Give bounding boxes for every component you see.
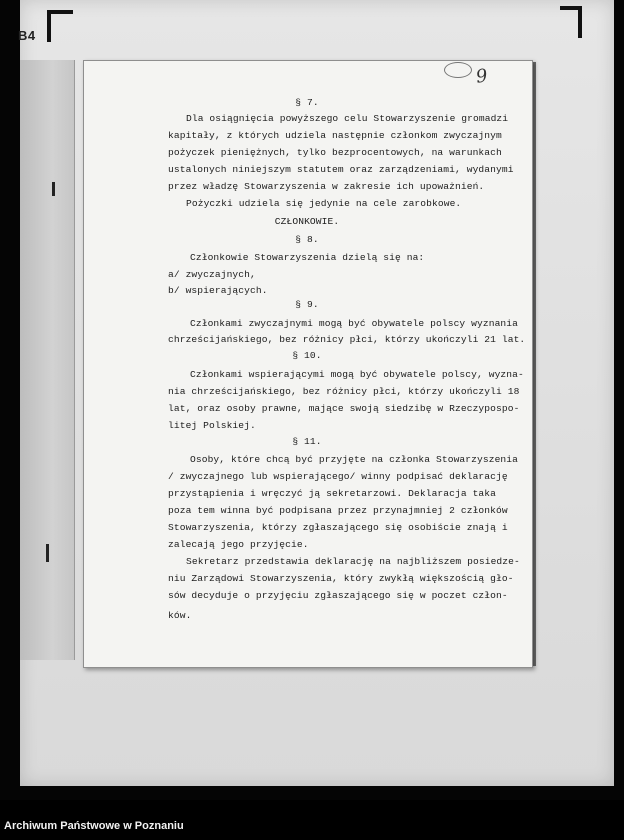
section-heading: § 11. xyxy=(292,436,322,447)
left-folded-edge xyxy=(20,60,75,660)
text-line: pożyczek pieniężnych, tylko bezprocentowych, na warunkach xyxy=(168,147,502,158)
text-line: / zwyczajnego lub wspierającego/ winny podpisać deklarację xyxy=(168,471,508,482)
section-heading: § 7. xyxy=(295,97,319,108)
text-line: Członkami zwyczajnymi mogą być obywatele polscy wyznania xyxy=(190,318,519,329)
text-line: nia chrześcijańskiego, bez różnicy płci, którzy ukończyli 18 xyxy=(168,386,520,397)
folio-scribble xyxy=(444,62,472,78)
text-line: lat, oraz osoby prawne, mające swoją siedzibę w Rzeczypospo- xyxy=(168,403,520,414)
edge-mark xyxy=(46,544,49,562)
text-line: Osoby, które chcą być przyjęte na członka Stowarzyszenia xyxy=(190,454,519,465)
text-line: kapitały, z których udziela następnie członkom zwyczajnym xyxy=(168,130,502,141)
text-line: przez władzę Stowarzyszenia w zakresie ich upoważnień. xyxy=(168,181,485,192)
text-line: b/ wspierających. xyxy=(168,285,268,296)
text-line: a/ zwyczajnych, xyxy=(168,269,256,280)
text-line: zalecają jego przyjęcie. xyxy=(168,539,309,550)
text-line: Sekretarz przedstawia deklarację na najbliższem posiedze- xyxy=(186,556,520,567)
text-line: ków. xyxy=(168,610,192,621)
section-heading: § 9. xyxy=(295,299,319,310)
text-line: litej Polskiej. xyxy=(168,420,256,431)
archive-name: Archiwum Państwowe w Poznaniu xyxy=(4,820,184,832)
text-line: niu Zarządowi Stowarzyszenia, który zwykłą większością gło- xyxy=(168,573,514,584)
chapter-heading: CZŁONKOWIE. xyxy=(274,216,340,227)
text-line: Stowarzyszenia, którzy zgłaszającego się osobiście znają i xyxy=(168,522,508,533)
text-line: chrześcijańskiego, bez różnicy płci, którzy ukończyli 21 lat. xyxy=(168,334,526,345)
text-line: sów decyduje o przyjęciu zgłaszającego się w poczet człon- xyxy=(168,590,508,601)
text-line: Dla osiągnięcia powyższego celu Stowarzyszenie gromadzi xyxy=(186,113,509,124)
text-line: Członkowie Stowarzyszenia dzielą się na: xyxy=(190,252,425,263)
text-line: Członkami wspierającymi mogą być obywatele polscy, wyzna- xyxy=(190,369,524,380)
frame-label: B4 xyxy=(18,28,36,43)
text-line: przystąpienia i wręczyć ją sekretarzowi. Deklaracja taka xyxy=(168,488,497,499)
text-line: ustalonych niniejszym statutem oraz zarządzeniami, wydanymi xyxy=(168,164,514,175)
folio-number: 9 xyxy=(474,65,489,88)
text-line: Pożyczki udziela się jedynie na cele zarobkowe. xyxy=(186,198,462,209)
section-heading: § 10. xyxy=(292,350,322,361)
text-line: poza tem winna być podpisana przez przynajmniej 2 członków xyxy=(168,505,508,516)
edge-mark xyxy=(52,182,55,196)
corner-mark-top-left xyxy=(47,10,73,42)
corner-mark-top-right xyxy=(560,6,582,38)
section-heading: § 8. xyxy=(295,234,319,245)
